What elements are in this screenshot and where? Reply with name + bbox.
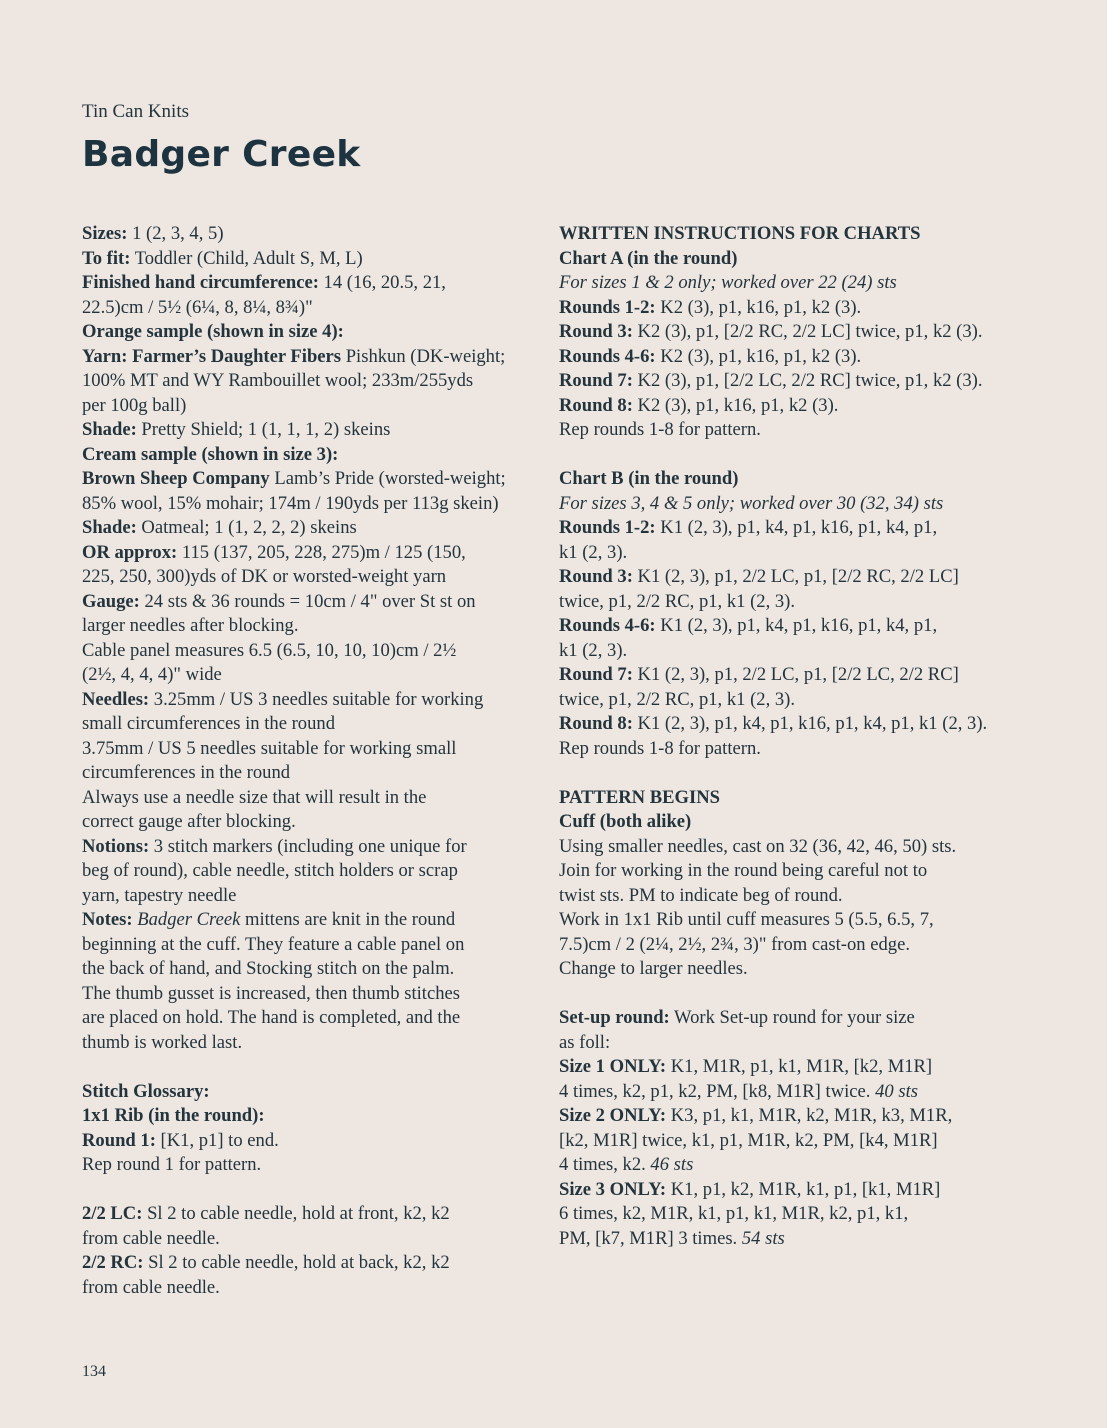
text-segment: 4 times, k2. — [559, 1154, 651, 1175]
text-segment: PM, [k7, M1R] 3 times. — [559, 1227, 742, 1249]
text-line — [559, 884, 999, 909]
text-line — [559, 835, 999, 860]
bold-label: To fit: — [82, 247, 131, 269]
italic-text: For sizes 3, 4 & 5 only; worked over 30 (32, 34) sts — [559, 492, 944, 514]
text-line — [82, 271, 537, 296]
text-line — [82, 1202, 537, 1227]
italic-text: 46 sts — [650, 1154, 694, 1175]
text-line — [82, 1129, 537, 1154]
page-number: 134 — [82, 1363, 106, 1380]
text-segment: Always use a needle size that will result in the — [82, 786, 427, 808]
text-segment: 4 times, k2, p1, k2, PM, [k8, M1R] twice. — [559, 1080, 876, 1102]
bold-label: PATTERN BEGINS — [559, 786, 721, 808]
publisher-name: Tin Can Knits — [82, 101, 189, 122]
paragraph-gap — [82, 1178, 537, 1203]
text-segment: 100% MT and WY Rambouillet wool; 233m/255yds — [82, 370, 474, 391]
text-line — [559, 1227, 999, 1252]
text-segment: Lamb’s Pride (worsted-weight; — [269, 468, 506, 489]
text-segment: 3.25mm / US 3 needles suitable for working — [149, 688, 484, 710]
text-line — [559, 957, 999, 982]
text-segment: 115 (137, 205, 228, 275)m / 125 (150, — [177, 541, 466, 563]
text-line — [559, 1153, 999, 1178]
text-segment: k1 (2, 3). — [559, 639, 628, 661]
bold-label: Size 2 ONLY: — [559, 1105, 667, 1126]
text-line — [559, 492, 999, 517]
text-segment: from cable needle. — [82, 1227, 220, 1249]
text-line — [559, 516, 999, 541]
text-line — [559, 688, 999, 713]
text-line — [559, 320, 999, 345]
text-segment: K2 (3), p1, k16, p1, k2 (3). — [632, 394, 839, 416]
bold-label: Chart B (in the round) — [559, 468, 739, 489]
text-line — [559, 418, 999, 443]
pattern-title: Badger Creek — [82, 134, 361, 175]
text-segment: 1 (2, 3, 4, 5) — [127, 223, 224, 244]
text-segment: K1, p1, k2, M1R, k1, p1, [k1, M1R] — [666, 1178, 941, 1200]
text-segment: K2 (3), p1, [2/2 RC, 2/2 LC] twice, p1, k2 (3). — [632, 321, 983, 342]
text-segment: K1 (2, 3), p1, k4, p1, k16, p1, k4, p1, k1 (2, 3). — [632, 713, 988, 734]
text-line — [82, 590, 537, 615]
bold-label: Rounds 1-2: — [559, 296, 656, 318]
text-line — [559, 786, 999, 811]
text-segment: beginning at the cuff. They feature a cable panel on — [82, 933, 465, 955]
text-segment: (2½, 4, 4, 4)" wide — [82, 664, 222, 685]
text-line — [559, 541, 999, 566]
bold-label: Round 3: — [559, 321, 633, 342]
text-segment: Oatmeal; 1 (1, 2, 2, 2) skeins — [136, 517, 357, 538]
text-segment: twist sts. PM to indicate beg of round. — [559, 884, 843, 906]
text-segment: 14 (16, 20.5, 21, — [318, 272, 446, 293]
bold-label: Rounds 4-6: — [559, 615, 656, 636]
text-line — [82, 369, 537, 394]
text-line — [82, 418, 537, 443]
bold-label: Size 3 ONLY: — [559, 1178, 667, 1200]
text-line — [82, 296, 537, 321]
text-segment: K2 (3), p1, k16, p1, k2 (3). — [655, 296, 862, 318]
text-segment: K2 (3), p1, [2/2 LC, 2/2 RC] twice, p1, k2 (3). — [632, 370, 983, 391]
text-line — [559, 369, 999, 394]
text-line — [82, 320, 537, 345]
bold-label: Orange sample (shown in size 4): — [82, 321, 344, 342]
text-segment: from cable needle. — [82, 1276, 220, 1298]
bold-label: Set-up round: — [559, 1007, 670, 1028]
text-segment: twice, p1, 2/2 RC, p1, k1 (2, 3). — [559, 590, 796, 612]
text-segment: K2 (3), p1, k16, p1, k2 (3). — [655, 345, 862, 367]
text-line — [559, 345, 999, 370]
paragraph-gap — [82, 1055, 537, 1080]
bold-label: Shade: — [82, 419, 137, 440]
text-line — [559, 712, 999, 737]
text-line — [82, 786, 537, 811]
paragraph-gap — [559, 443, 999, 468]
text-line — [82, 394, 537, 419]
text-line — [82, 467, 537, 492]
bold-label: Round 1: — [82, 1129, 156, 1151]
text-line — [82, 1153, 537, 1178]
text-segment: Toddler (Child, Adult S, M, L) — [130, 247, 363, 269]
text-segment: 225, 250, 300)yds of DK or worsted-weight yarn — [82, 566, 447, 587]
text-line — [559, 614, 999, 639]
text-line — [559, 908, 999, 933]
text-segment: 24 sts & 36 rounds = 10cm / 4" over St st on — [139, 590, 476, 612]
text-segment: Rep rounds 1-8 for pattern. — [559, 419, 761, 440]
bold-label: 2/2 LC: — [82, 1203, 143, 1224]
paragraph-gap — [559, 761, 999, 786]
text-line — [559, 467, 999, 492]
text-line — [82, 957, 537, 982]
text-segment: Rep rounds 1-8 for pattern. — [559, 737, 761, 759]
italic-text: 54 sts — [741, 1227, 785, 1249]
text-line — [82, 712, 537, 737]
text-segment: 3 stitch markers (including one unique for — [149, 835, 467, 857]
bold-label: Rounds 1-2: — [559, 517, 656, 538]
bold-label: Shade: — [82, 517, 137, 538]
text-line — [82, 565, 537, 590]
italic-text: Badger Creek — [137, 909, 241, 930]
text-line — [559, 590, 999, 615]
text-segment: Rep round 1 for pattern. — [82, 1154, 262, 1175]
right-column — [559, 222, 999, 1251]
text-line — [559, 222, 999, 247]
left-column — [82, 222, 537, 1300]
text-line — [559, 859, 999, 884]
text-line — [559, 1031, 999, 1056]
text-line — [559, 933, 999, 958]
bold-label: 1x1 Rib (in the round): — [82, 1105, 265, 1126]
text-segment: Change to larger needles. — [559, 958, 748, 979]
paragraph-gap — [559, 982, 999, 1007]
text-line — [559, 394, 999, 419]
text-segment: 7.5)cm / 2 (2¼, 2½, 2¾, 3)" from cast-on edge. — [559, 933, 910, 955]
text-line — [82, 1104, 537, 1129]
text-line — [82, 737, 537, 762]
text-line — [82, 908, 537, 933]
text-line — [559, 1006, 999, 1031]
text-line — [559, 1104, 999, 1129]
text-line — [559, 247, 999, 272]
text-line — [82, 933, 537, 958]
text-segment: circumferences in the round — [82, 762, 291, 783]
text-line — [82, 222, 537, 247]
text-line — [82, 1006, 537, 1031]
text-segment: Sl 2 to cable needle, hold at back, k2, k2 — [143, 1252, 450, 1273]
text-segment: larger needles after blocking. — [82, 615, 299, 636]
text-segment: The thumb gusset is increased, then thumb stitches — [82, 982, 461, 1004]
text-segment: Sl 2 to cable needle, hold at front, k2, k2 — [142, 1203, 450, 1224]
bold-label: Finished hand circumference: — [82, 272, 319, 293]
text-segment: are placed on hold. The hand is completed, and the — [82, 1007, 461, 1028]
italic-text: For sizes 1 & 2 only; worked over 22 (24) sts — [559, 272, 897, 293]
text-segment: Pishkun (DK-weight; — [341, 345, 506, 367]
text-line — [82, 663, 537, 688]
text-line — [82, 541, 537, 566]
text-line — [82, 639, 537, 664]
text-line — [82, 345, 537, 370]
text-segment: K1 (2, 3), p1, k4, p1, k16, p1, k4, p1, — [655, 517, 938, 538]
text-segment: Join for working in the round being careful not to — [559, 860, 928, 881]
text-line — [82, 247, 537, 272]
bold-label: Size 1 ONLY: — [559, 1056, 667, 1077]
bold-label: Round 7: — [559, 370, 633, 391]
text-segment: 85% wool, 15% mohair; 174m / 190yds per 113g skein) — [82, 492, 499, 514]
text-segment: per 100g ball) — [82, 394, 187, 416]
text-line — [82, 1251, 537, 1276]
text-segment: 6 times, k2, M1R, k1, p1, k1, M1R, k2, p1, k1, — [559, 1203, 909, 1224]
text-line — [82, 1227, 537, 1252]
text-segment: 22.5)cm / 5½ (6¼, 8, 8¼, 8¾)" — [82, 296, 313, 318]
text-line — [559, 1202, 999, 1227]
text-line — [82, 1080, 537, 1105]
text-segment: Cable panel measures 6.5 (6.5, 10, 10, 10)cm / 2½ — [82, 639, 457, 661]
text-line — [82, 492, 537, 517]
text-segment: the back of hand, and Stocking stitch on the palm. — [82, 958, 455, 979]
bold-label: WRITTEN INSTRUCTIONS FOR CHARTS — [559, 223, 921, 244]
text-line — [559, 639, 999, 664]
bold-label: Notions: — [82, 835, 150, 857]
text-segment: k1 (2, 3). — [559, 541, 628, 563]
text-line — [559, 296, 999, 321]
bold-label: Needles: — [82, 688, 150, 710]
text-segment: beg of round), cable needle, stitch holders or scrap — [82, 860, 458, 881]
bold-label: Chart A (in the round) — [559, 247, 738, 269]
bold-label: Brown Sheep Company — [82, 468, 270, 489]
bold-label: Notes: — [82, 909, 133, 930]
text-line — [82, 1276, 537, 1301]
text-line — [82, 982, 537, 1007]
text-line — [82, 859, 537, 884]
bold-label: 2/2 RC: — [82, 1252, 144, 1273]
text-line — [559, 1178, 999, 1203]
text-line — [82, 614, 537, 639]
text-segment: twice, p1, 2/2 RC, p1, k1 (2, 3). — [559, 688, 796, 710]
text-line — [559, 737, 999, 762]
bold-label: Gauge: — [82, 590, 140, 612]
bold-label: Cream sample (shown in size 3): — [82, 443, 339, 465]
text-segment: K3, p1, k1, M1R, k2, M1R, k3, M1R, — [666, 1105, 953, 1126]
text-segment: K1 (2, 3), p1, k4, p1, k16, p1, k4, p1, — [655, 615, 938, 636]
text-segment: small circumferences in the round — [82, 713, 335, 734]
text-segment: K1 (2, 3), p1, 2/2 LC, p1, [2/2 RC, 2/2 LC] — [632, 566, 959, 587]
text-line — [82, 810, 537, 835]
text-segment: Work Set-up round for your size — [669, 1007, 915, 1028]
text-segment: mittens are knit in the round — [240, 909, 456, 930]
text-segment: [K1, p1] to end. — [155, 1129, 279, 1151]
text-segment: K1, M1R, p1, k1, M1R, [k2, M1R] — [666, 1056, 933, 1077]
text-line — [559, 663, 999, 688]
text-line — [559, 1129, 999, 1154]
text-segment: Work in 1x1 Rib until cuff measures 5 (5.5, 6.5, 7, — [559, 909, 934, 930]
bold-label: Round 8: — [559, 713, 633, 734]
text-segment: [k2, M1R] twice, k1, p1, M1R, k2, PM, [k4, M1R] — [559, 1129, 938, 1151]
bold-label: Stitch Glossary: — [82, 1080, 210, 1102]
text-line — [82, 761, 537, 786]
text-line — [559, 565, 999, 590]
text-line — [559, 271, 999, 296]
bold-label: Cuff (both alike) — [559, 811, 692, 832]
text-line — [82, 688, 537, 713]
bold-label: OR approx: — [82, 541, 178, 563]
text-line — [82, 516, 537, 541]
bold-label: Round 7: — [559, 664, 633, 685]
bold-label: Sizes: — [82, 223, 128, 244]
text-line — [559, 1055, 999, 1080]
bold-label: Rounds 4-6: — [559, 345, 656, 367]
text-line — [559, 1080, 999, 1105]
text-segment: Pretty Shield; 1 (1, 1, 1, 2) skeins — [136, 419, 391, 440]
text-segment: thumb is worked last. — [82, 1031, 243, 1053]
text-segment: correct gauge after blocking. — [82, 811, 296, 832]
bold-label: Round 8: — [559, 394, 633, 416]
text-segment: 3.75mm / US 5 needles suitable for working small — [82, 737, 457, 759]
text-line — [82, 1031, 537, 1056]
text-line — [82, 835, 537, 860]
text-segment: K1 (2, 3), p1, 2/2 LC, p1, [2/2 LC, 2/2 RC] — [632, 664, 959, 685]
italic-text: 40 sts — [875, 1080, 918, 1102]
bold-label: Round 3: — [559, 566, 633, 587]
text-line — [82, 884, 537, 909]
text-segment: Using smaller needles, cast on 32 (36, 42, 46, 50) sts. — [559, 835, 957, 857]
text-segment: yarn, tapestry needle — [82, 884, 237, 906]
text-line — [82, 443, 537, 468]
bold-label: Yarn: Farmer’s Daughter Fibers — [82, 345, 342, 367]
text-segment: as foll: — [559, 1031, 611, 1053]
text-line — [559, 810, 999, 835]
